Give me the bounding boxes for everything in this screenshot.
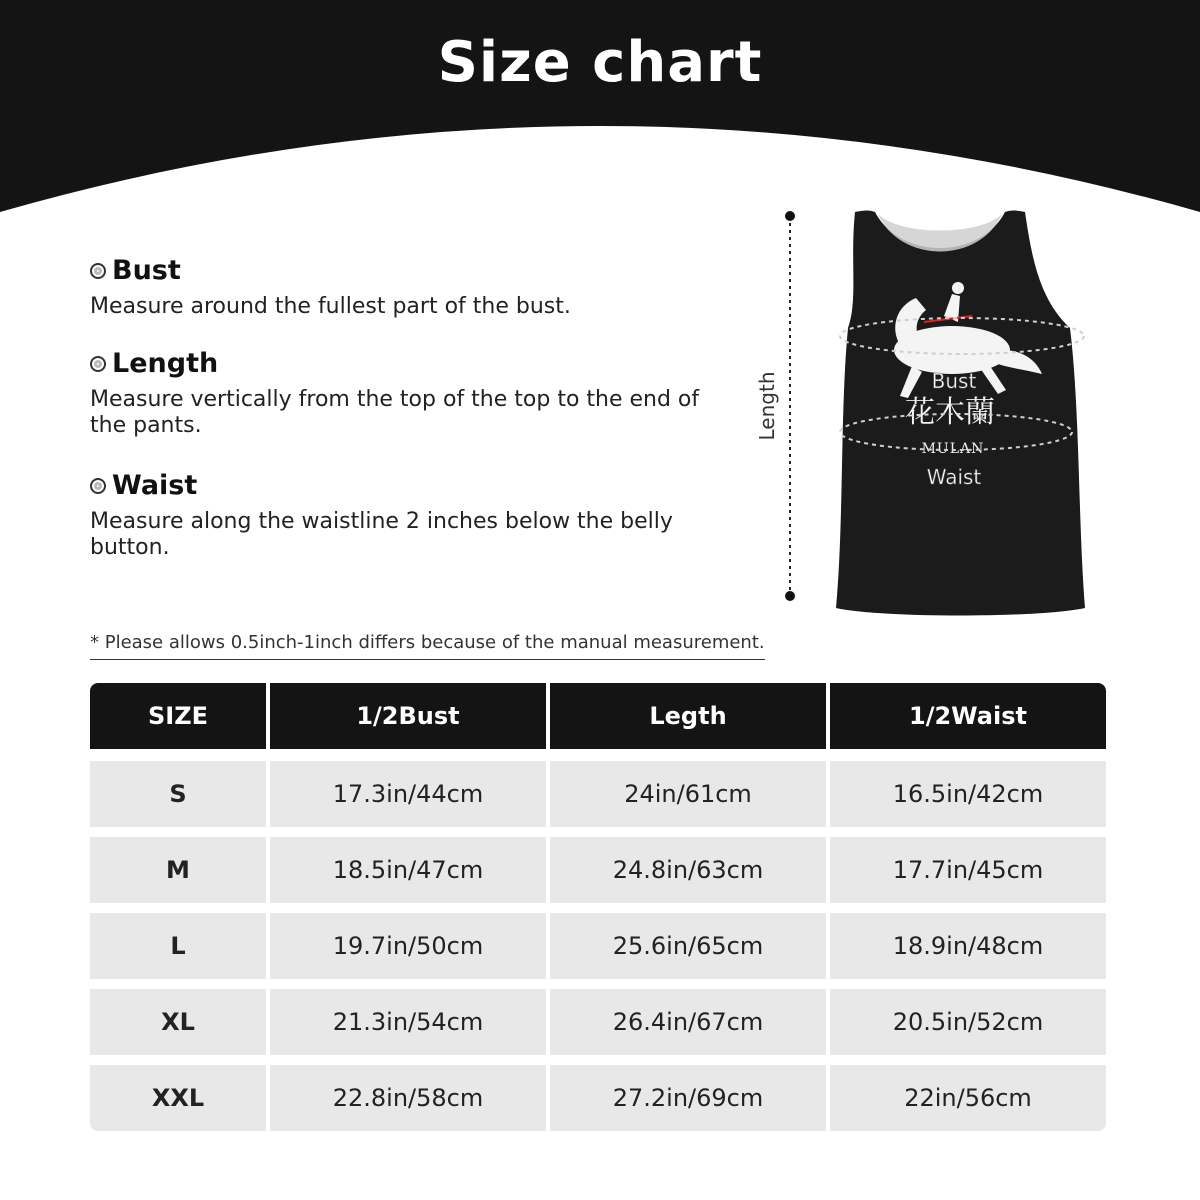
waist-figure-label: Waist	[926, 465, 982, 489]
table-row	[90, 1065, 1110, 1131]
size-table	[90, 683, 1110, 1141]
bullet-circle-icon	[90, 356, 106, 372]
bust-cell: 18.5in/47cm	[270, 837, 546, 903]
waist-description	[90, 509, 730, 561]
bust-cell: 17.3in/44cm	[270, 761, 546, 827]
length-heading: Length	[112, 348, 219, 379]
table-header-row	[90, 683, 1110, 749]
waist-description-line: Measure along the waistline 2 inches below the belly	[90, 509, 673, 534]
length-measure	[90, 348, 730, 439]
waist-description-line: button.	[90, 535, 170, 560]
garment-print-text: MULAN	[921, 441, 985, 457]
bust-measure	[90, 255, 730, 320]
waist-cell: 17.7in/45cm	[830, 837, 1106, 903]
waist-cell: 22in/56cm	[830, 1065, 1106, 1131]
table-row	[90, 837, 1110, 903]
table-row	[90, 761, 1110, 827]
waist-measure	[90, 470, 730, 561]
bust-cell: 21.3in/54cm	[270, 989, 546, 1055]
header-size: SIZE	[90, 683, 266, 749]
waist-heading: Waist	[112, 470, 198, 501]
length-bottom-dot	[785, 591, 795, 601]
svg-text:花木蘭: 花木蘭	[905, 395, 995, 430]
length-figure-label: Length	[755, 371, 779, 441]
bust-description: Measure around the fullest part of the bust.	[90, 294, 571, 319]
size-cell: M	[90, 837, 266, 903]
length-cell: 25.6in/65cm	[550, 913, 826, 979]
bust-cell: 22.8in/58cm	[270, 1065, 546, 1131]
length-description	[90, 387, 730, 439]
length-description-line: the pants.	[90, 413, 202, 438]
bullet-circle-icon	[90, 263, 106, 279]
length-cell: 24.8in/63cm	[550, 837, 826, 903]
header-waist: 1/2Waist	[830, 683, 1106, 749]
length-cell: 26.4in/67cm	[550, 989, 826, 1055]
measurement-note: * Please allows 0.5inch-1inch differs because of the manual measurement.	[90, 632, 765, 660]
bust-heading: Bust	[112, 255, 181, 286]
waist-cell: 18.9in/48cm	[830, 913, 1106, 979]
tank-top-figure	[740, 190, 1120, 630]
size-cell: XXL	[90, 1065, 266, 1131]
bust-cell: 19.7in/50cm	[270, 913, 546, 979]
size-cell: L	[90, 913, 266, 979]
bust-figure-label: Bust	[931, 369, 977, 393]
length-description-line: Measure vertically from the top of the top to the end of	[90, 387, 700, 412]
table-row	[90, 989, 1110, 1055]
table-row	[90, 913, 1110, 979]
length-top-dot	[785, 211, 795, 221]
header-bust: 1/2Bust	[270, 683, 546, 749]
length-cell: 24in/61cm	[550, 761, 826, 827]
size-cell: S	[90, 761, 266, 827]
bullet-circle-icon	[90, 478, 106, 494]
page-title: Size chart	[437, 30, 763, 95]
waist-cell: 20.5in/52cm	[830, 989, 1106, 1055]
size-cell: XL	[90, 989, 266, 1055]
length-cell: 27.2in/69cm	[550, 1065, 826, 1131]
header-length: Legth	[550, 683, 826, 749]
waist-cell: 16.5in/42cm	[830, 761, 1106, 827]
